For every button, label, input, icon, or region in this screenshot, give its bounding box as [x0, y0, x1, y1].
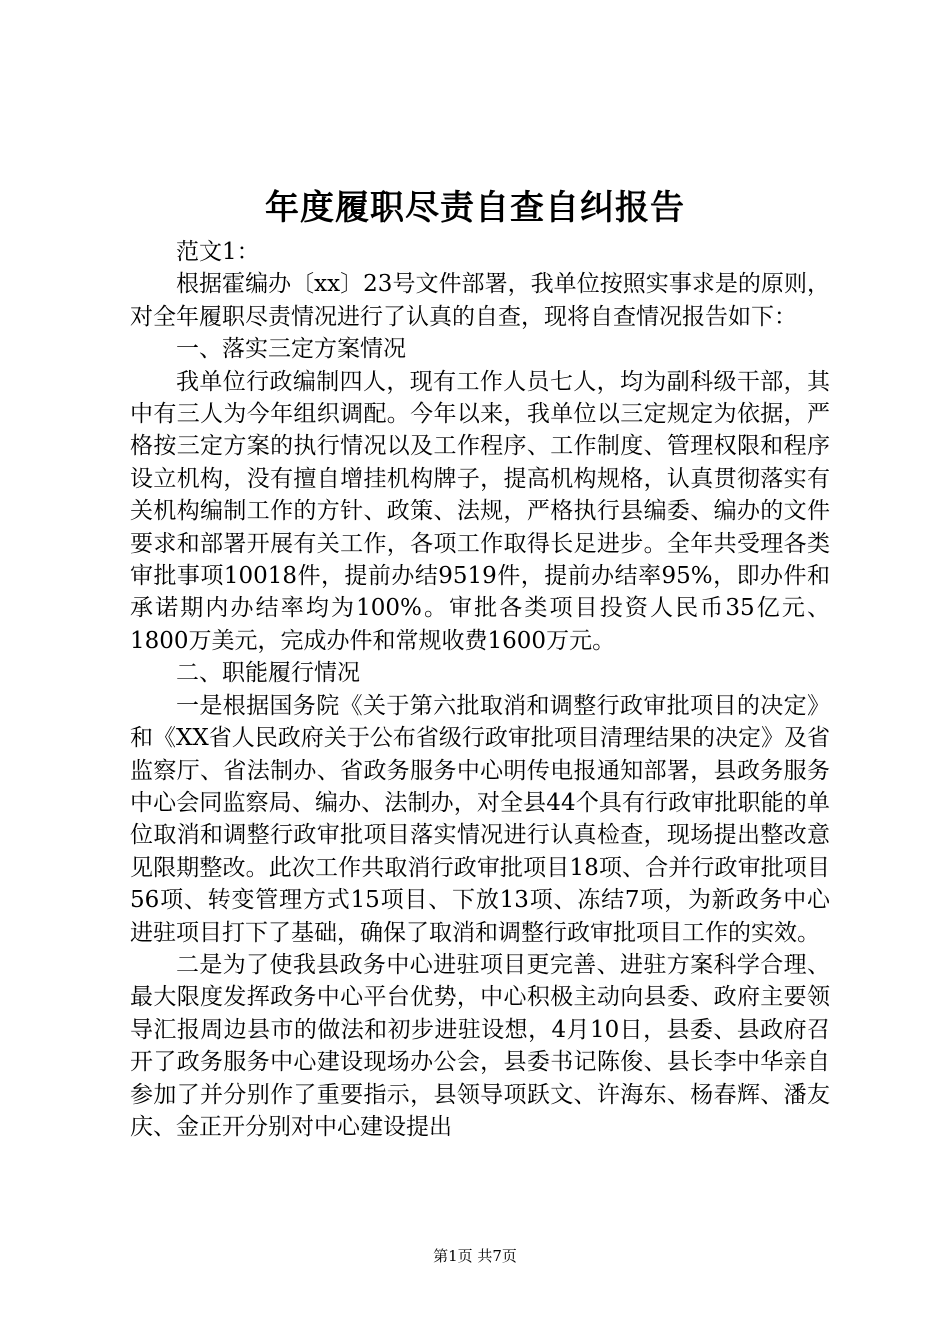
document-title: 年度履职尽责自查自纠报告: [265, 188, 685, 228]
section-heading-2: 二、职能履行情况: [176, 660, 360, 687]
paragraph-section-2-first: 一是根据国务院《关于第六批取消和调整行政审批项目的决定》和《XX省人民政府关于公布省级行政审批项目清理结果的决定》及省监察厅、省法制办、省政务服务中心明传电报通知部署，县政务服务中心会同监察局、编办、法制办，对全县44个具有行政审批职能的单位取消和调整行政审批项目落实情况进行认真检查，现场提出整改意见限期整改。此次工作共取消行政审批项目18项、合并行政审批项目56项、转变管理方式15项目、下放13项、冻结7项，为新政务中心进驻项目打下了基础，确保了取消和调整行政审批项目工作的实效。: [130, 692, 830, 946]
paragraph-section-1: 我单位行政编制四人，现有工作人员七人，均为副科级干部，其中有三人为今年组织调配。今年以来，我单位以三定规定为依据，严格按三定方案的执行情况以及工作程序、工作制度、管理权限和程序设立机构，没有擅自增挂机构牌子，提高机构规格，认真贯彻落实有关机构编制工作的方针、政策、法规，严格执行县编委、编办的文件要求和部署开展有关工作，各项工作取得长足进步。全年共受理各类审批事项10018件，提前办结9519件，提前办结率95%，即办件和承诺期内办结率均为100%。审批各类项目投资人民币35亿元、1800万美元，完成办件和常规收费1600万元。: [130, 368, 830, 654]
page-footer: 第1页 共7页: [433, 1247, 517, 1265]
paragraph-section-2-second: 二是为了使我县政务中心进驻项目更完善、进驻方案科学合理、最大限度发挥政务中心平台优势，中心积极主动向县委、政府主要领导汇报周边县市的做法和初步进驻设想，4月10日，县委、县政府召开了政务服务中心建设现场办公会，县委书记陈俊、县长李中华亲自参加了并分别作了重要指示，县领导项跃文、许海东、杨春辉、潘友庆、金正开分别对中心建设提出: [130, 951, 830, 1140]
paragraph-heading-sample: 范文1：: [176, 239, 260, 265]
section-heading-1: 一、落实三定方案情况: [176, 336, 406, 363]
paragraph-intro: 根据霍编办〔xx〕23号文件部署，我单位按照实事求是的原则，对全年履职尽责情况进行了认真的自查，现将自查情况报告如下：: [130, 271, 830, 330]
document-body: [130, 236, 830, 1143]
